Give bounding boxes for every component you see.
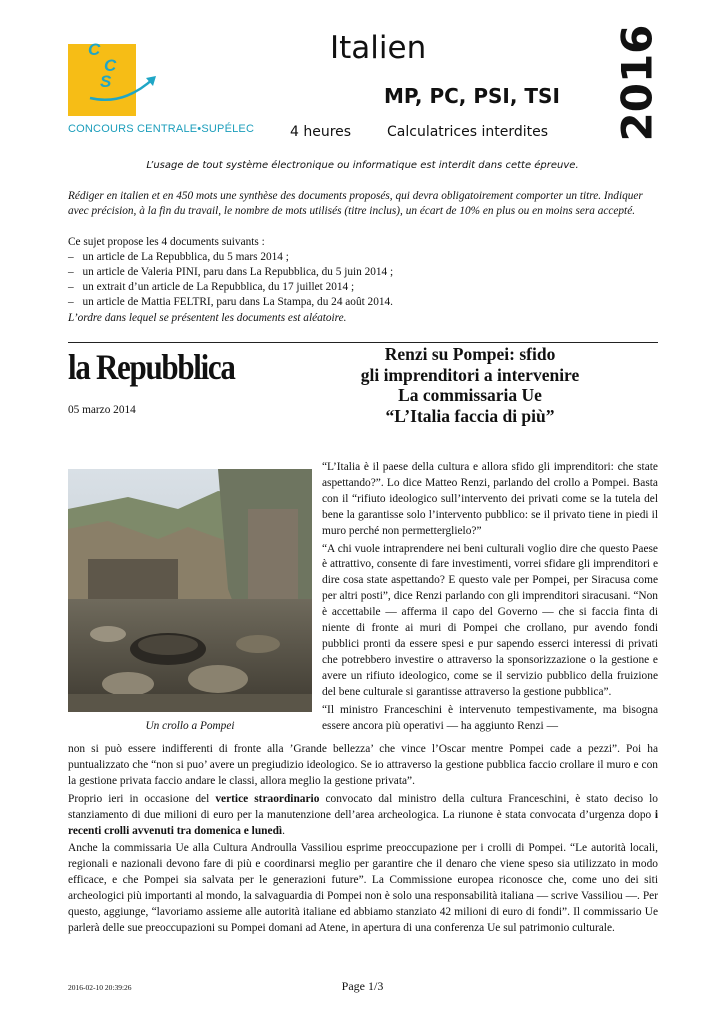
exam-year-text: 2016 xyxy=(612,24,662,142)
logo-arrow-icon xyxy=(84,72,164,106)
headline-line: “L’Italia faccia di più” xyxy=(385,405,555,426)
documents-intro: Ce sujet propose les 4 documents suivants : xyxy=(68,236,265,248)
bold-text: i recenti crolli avvenuti tra domenica e lunedì xyxy=(68,808,658,837)
article-column xyxy=(322,460,658,736)
exam-duration: 4 heures xyxy=(290,124,352,140)
documents-list xyxy=(68,250,393,310)
article-paragraph: non si può essere indifferenti di fronte alla ’Grande bellezza’ che vince l’Oscar mentre Pompei cade a pezzi”. Poi ha puntualizzato che “non si puo’ avere un pregiudizio ideologico. Se io attraverso la gestione pubblica faccio crollare il muro e con la gestione privata faccio andare le classi, allora meglio la gestione privata”. xyxy=(68,743,658,787)
text-run: Proprio ieri in occasione del xyxy=(68,792,216,805)
electronics-notice: L’usage de tout système électronique ou informatique est interdit dans cette épreuve. xyxy=(146,160,579,171)
text-run: . xyxy=(282,824,285,837)
page-number: Page 1/3 xyxy=(341,979,384,993)
document-item: – un article de Mattia FELTRI, paru dans La Stampa, du 24 août 2014. xyxy=(68,295,393,310)
pompei-photo xyxy=(68,469,312,712)
bold-text: vertice straordinario xyxy=(215,792,320,805)
calculator-rule: Calculatrices interdites xyxy=(387,124,549,140)
document-item: – un article de Valeria PINI, paru dans La Repubblica, du 5 juin 2014 ; xyxy=(68,265,393,280)
document-item: – un extrait d’un article de La Repubblica, du 17 juillet 2014 ; xyxy=(68,280,393,295)
newspaper-masthead: la Repubblica xyxy=(68,347,235,388)
document-item: – un article de La Repubblica, du 5 mars 2014 ; xyxy=(68,250,393,265)
article-paragraph: “A chi vuole intraprendere nei beni culturali voglio dire che questo Paese è attrattivo, consente di fare investimenti, vorrei sfidare gli imprenditori e dire cosa state aspettando? E questo vale per Pompei, per Siracusa come per altri posti”, dice Renzi parlando con gli imprenditori siracusani. “Non è accettabile — afferma il capo del Governo — che si faccia finta di niente di fronte ai muri di Pompei che crollano, pur avendo fondi pubblici pronti da essere spesi e pur sapendo esserci interessi di privati che potrebbero investire o attraverso la sponsorizzazione o la gestione e avere un rifiuto ideologico, come se il servizio pubblico della fruizione del bene culturale si garantisse attraverso la gestione pubblica”. xyxy=(322,542,658,698)
article-body xyxy=(68,742,658,939)
subject-title: Italien xyxy=(330,30,427,66)
logo-letter-1: C xyxy=(88,40,101,59)
headline-line: Renzi su Pompei: sfido xyxy=(384,344,556,364)
exam-year xyxy=(606,24,668,142)
logo-letter-2: C xyxy=(104,56,117,75)
order-note: L’ordre dans lequel se présentent les documents est aléatoire. xyxy=(68,312,347,324)
instructions: Rédiger en italien et en 450 mots une synthèse des documents proposés, qui devra obligatoirement comporter un titre. Indiquer avec précision, à la fin du travail, le nombre de mots utilisés (titre inclus), un écart de 10% en plus ou en moins sera accepté. xyxy=(68,190,643,217)
article-paragraph: “Il ministro Franceschini è intervenuto tempestivamente, ma bisogna essere ancora più operativi — ha aggiunto Renzi — xyxy=(322,703,658,732)
print-timestamp: 2016-02-10 20:39:26 xyxy=(68,983,132,992)
divider xyxy=(68,342,658,343)
article-headline xyxy=(290,344,650,426)
article-paragraph: Anche la commissaria Ue alla Cultura Androulla Vassiliou esprime preoccupazione per i crolli di Pompei. “Le autorità locali, regionali e nazionali devono fare di più e coordinarsi meglio per garantire che il denaro che viene speso sia utilizzato in modo efficace, e che Pompei sia salvata per le generazioni future”. La Commissione europea riconosce che, come uno dei siti archeologici più importanti al mondo, la salvaguardia di Pompei non è solo una responsabilità italiana — scrive Vassiliou —. Per questo, aggiunge, “lavoriamo assieme alle autorità italiane ed abbiamo stanziato 42 milioni di euro di fondi”. Il commissario Ue parlerà delle sue preoccupazioni su Pompei domani ad Atene, in apertura di una conferenza Ue sul patrimonio culturale. xyxy=(68,842,658,934)
logo-organization: CONCOURS CENTRALE•SUPÉLEC xyxy=(68,123,255,135)
article-date: 05 marzo 2014 xyxy=(68,404,136,416)
text-run: convocato dal ministro della cultura Franceschini, è stato deciso lo stanziamento di due milioni di euro per la manutenzione dell’area archeologica. La riunone è stata convocata d’urgenza dopo xyxy=(68,792,658,821)
logo-letter-3: S xyxy=(100,72,112,91)
headline-line: La commissaria Ue xyxy=(398,385,542,405)
article-paragraph xyxy=(68,792,658,840)
headline-line: gli imprenditori a intervenire xyxy=(360,364,580,385)
article-paragraph: “L’Italia è il paese della cultura e allora sfido gli imprenditori: che state aspettando?”. Lo dice Matteo Renzi, parlando del crollo a Pompei. Basta con il “rifiuto ideologico sull’intervento dei privati come se la tutela del bene la garantisse solo l’intervento pubblico: se il privato tiene in piedi il muro perché non permetterglielo?” xyxy=(322,461,658,537)
photo-caption: Un crollo a Pompei xyxy=(145,720,235,732)
exam-streams: MP, PC, PSI, TSI xyxy=(384,84,560,108)
